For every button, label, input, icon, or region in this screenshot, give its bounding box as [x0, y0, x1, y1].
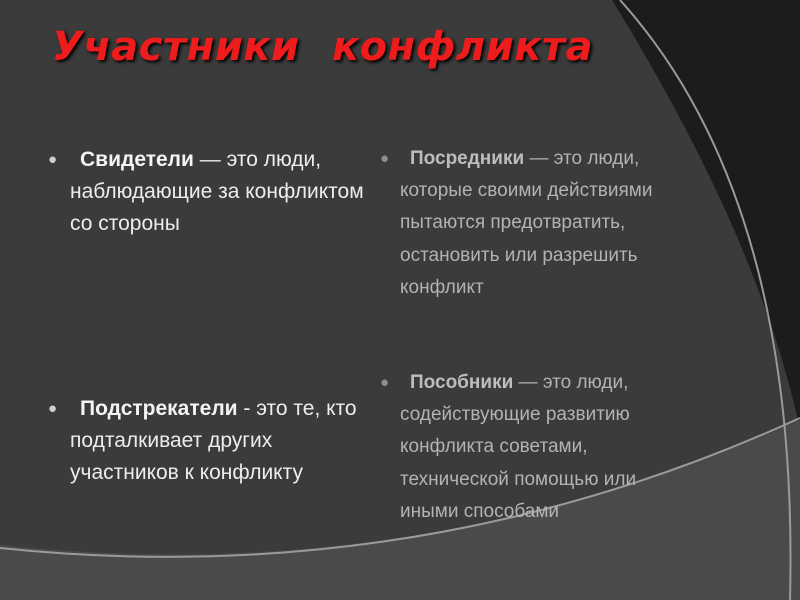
bullet-icon: ● — [48, 400, 58, 417]
list-item-witnesses — [48, 144, 370, 240]
term-instigators: Подстрекатели — [80, 397, 238, 420]
definition-instigators: - это те, кто подталкивает других участников к конфликту — [70, 397, 357, 484]
definition-witnesses: — это люди, наблюдающие за конфликтом со стороны — [70, 148, 364, 235]
bullet-icon: ● — [380, 150, 390, 167]
term-accomplices: Пособники — [410, 372, 514, 393]
list-item-mediators — [380, 143, 680, 304]
bullet-icon: ● — [380, 374, 390, 391]
definition-mediators: — это люди, которые своими действиями пытаются предотвратить, остановить или разрешить конфликт — [400, 148, 653, 298]
slide-title: Участники конфликта — [52, 24, 594, 70]
bullet-icon: ● — [48, 151, 58, 168]
definition-accomplices: — это люди, содействующие развитию конфликта советами, технической помощью или иными способами — [400, 372, 637, 522]
term-mediators: Посредники — [410, 148, 525, 169]
term-witnesses: Свидетели — [80, 148, 194, 171]
list-item-accomplices — [380, 367, 680, 528]
list-item-instigators — [48, 393, 370, 489]
